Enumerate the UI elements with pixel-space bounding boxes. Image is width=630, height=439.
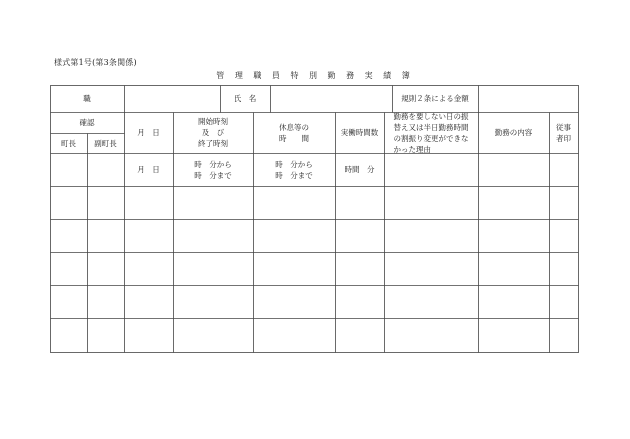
first-row-month-day[interactable]: 月 日 bbox=[137, 165, 160, 174]
name-field[interactable] bbox=[270, 85, 392, 112]
start-end-line-1: 開始時刻 bbox=[198, 117, 228, 126]
form-title: 管 理 職 員 特 別 勤 務 実 績 簿 bbox=[216, 71, 414, 80]
position-header: 職 bbox=[83, 94, 91, 103]
rest-time-header bbox=[253, 112, 335, 153]
rest-line-1: 休息等の bbox=[279, 122, 309, 132]
confirm-header: 確認 bbox=[79, 118, 95, 127]
reason-line-2: 替え又は半日勤務時間 bbox=[393, 122, 469, 132]
form-label: 様式第1号(第3条関係) bbox=[54, 58, 137, 67]
mayor-header: 町長 bbox=[61, 138, 76, 148]
worker-seal-header bbox=[549, 112, 578, 153]
regulation-amount-field[interactable] bbox=[478, 85, 578, 112]
seal-line-1: 従事 bbox=[556, 122, 571, 132]
first-row-start-end[interactable] bbox=[173, 153, 253, 186]
position-field[interactable] bbox=[124, 85, 220, 112]
first-row-rest-line-2: 時 分まで bbox=[275, 170, 313, 180]
name-header: 氏 名 bbox=[233, 94, 257, 103]
regulation-amount-header: 規則２条による金額 bbox=[401, 94, 469, 103]
work-content-header: 勤務の内容 bbox=[494, 128, 533, 137]
start-end-time-header bbox=[173, 112, 253, 153]
first-row-start-line-2: 時 分まで bbox=[194, 170, 232, 180]
first-row-rest[interactable] bbox=[253, 153, 335, 186]
seal-line-2: 者印 bbox=[556, 133, 571, 143]
start-end-line-3: 終了時刻 bbox=[198, 139, 228, 148]
reason-header bbox=[384, 112, 478, 153]
first-row-rest-line-1: 時 分から bbox=[275, 159, 313, 169]
rest-line-2: 時 間 bbox=[279, 133, 309, 143]
deputy-mayor-header: 副町長 bbox=[94, 138, 117, 148]
actual-hours-header: 実働時間数 bbox=[340, 128, 379, 137]
reason-line-1: 勤務を要しない日の振 bbox=[393, 111, 469, 121]
reason-line-3: の割振り変更ができな bbox=[393, 133, 469, 143]
month-day-header: 月 日 bbox=[137, 128, 160, 137]
start-end-line-2: 及 び bbox=[201, 128, 225, 137]
first-row-hours[interactable]: 時間 分 bbox=[344, 165, 375, 174]
reason-line-4: かった理由 bbox=[393, 144, 431, 154]
first-row-start-line-1: 時 分から bbox=[194, 159, 232, 169]
